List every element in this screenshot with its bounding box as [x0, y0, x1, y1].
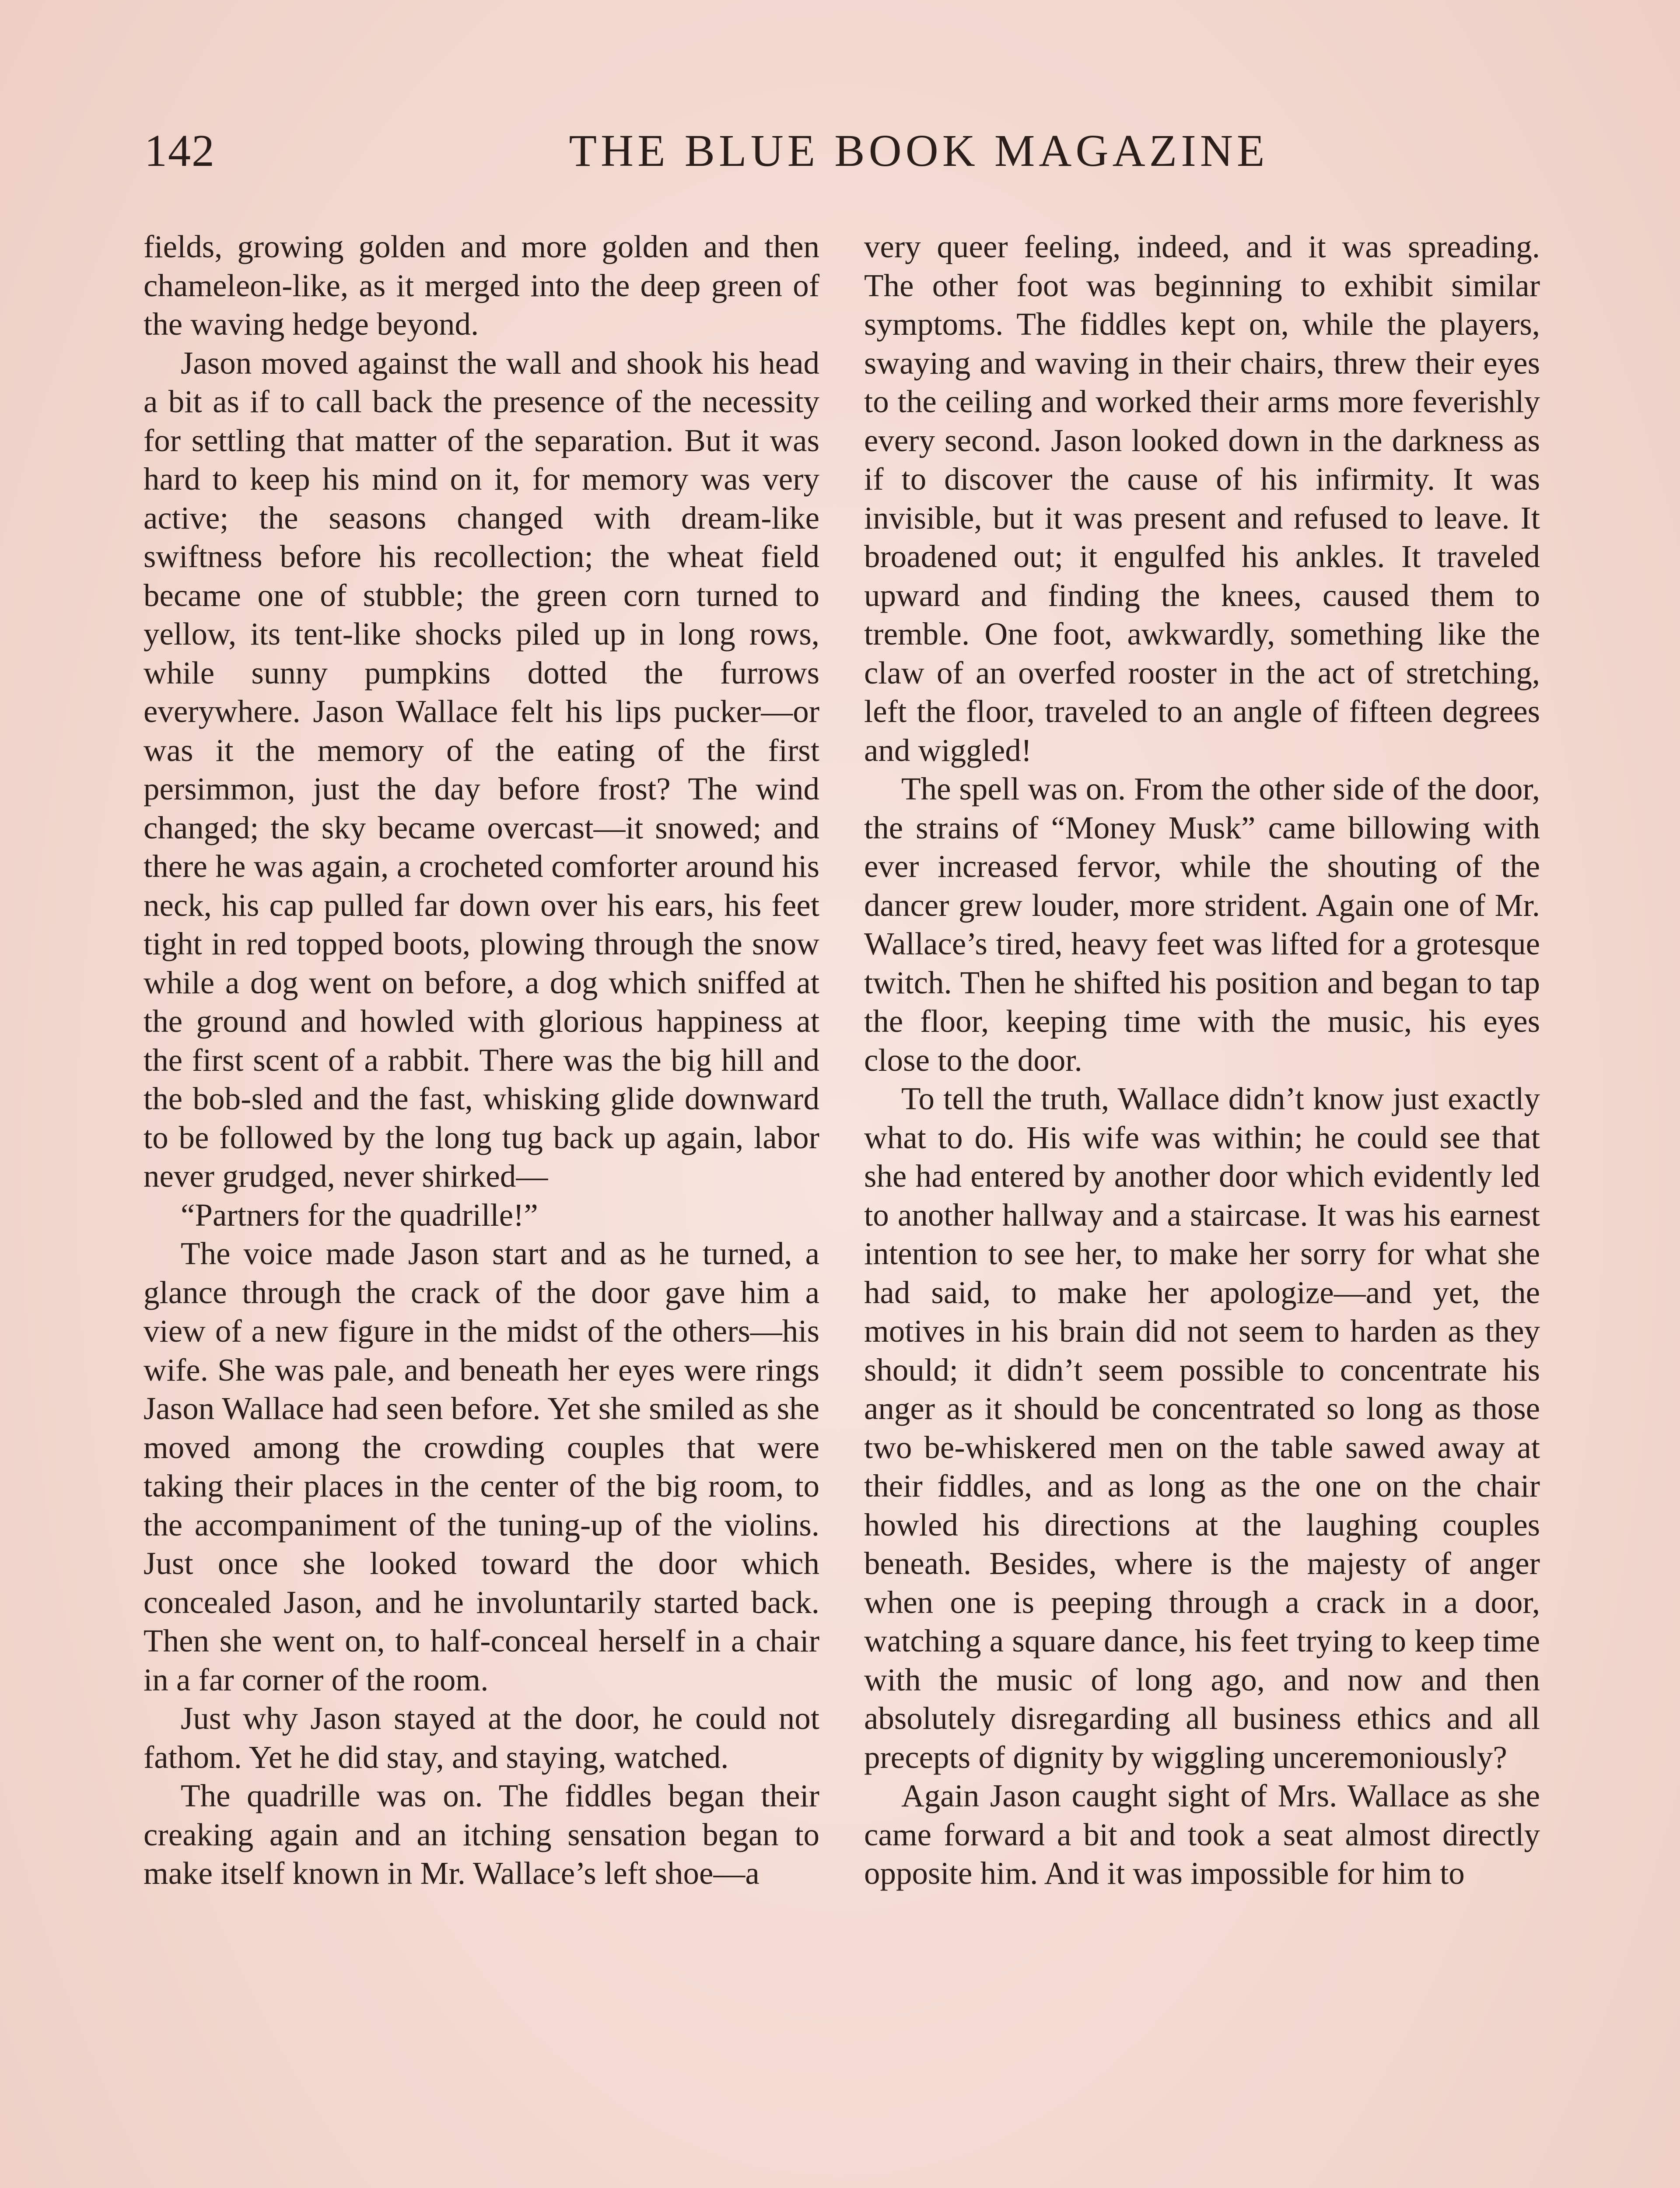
paragraph: The voice made Jason start and as he turned, a glance through the crack of the door gave him a view of a new figure in the midst of the others—his wife. She was pale, and beneath her eyes were rings Jason Wallace had seen before. Yet she smiled as she moved among the crowding couples that were taking their places in the center of the big room, to the accompaniment of the tuning-up of the violins. Just once she looked toward the door which concealed Jason, and he involuntarily started back. Then she went on, to half-conceal herself in a chair in a far corner of the room. [144, 1236, 819, 1697]
paragraph: “Partners for the quadrille!” [181, 1197, 538, 1233]
paragraph: To tell the truth, Wallace didn’t know just exactly what to do. His wife was within; he could see that she had entered by another door which evidently led to another hallway and a staircase. It was his earnest intention to see her, to make her sorry for what she had said, to make her apologize—and yet, the motives in his brain did not seem to harden as they should; it didn’t seem possible to concentrate his anger as it should be concentrated so long as those two be-whiskered men on the table sawed away at their fiddles, and as long as the one on the chair howled his directions at the laughing couples beneath. Besides, where is the majesty of anger when one is peeping through a crack in a door, watching a square dance, his feet trying to keep time with the music of long ago, and now and then absolutely disregarding all business ethics and all precepts of dignity by wiggling unceremoniously? [864, 1081, 1540, 1775]
right-column [864, 228, 1540, 1893]
page-header [144, 125, 1544, 190]
page-number: 142 [144, 126, 215, 176]
magazine-title: THE BLUE BOOK MAGAZINE [569, 126, 1269, 176]
paragraph: The quadrille was on. The fiddles began their creaking again and an itching sensation began to make itself known in Mr. Wallace’s left shoe—a [144, 1778, 819, 1891]
paragraph: Again Jason caught sight of Mrs. Wallace as she came forward a bit and took a seat almost directly opposite him. And it was impossible for him to [864, 1778, 1540, 1891]
paragraph: The spell was on. From the other side of the door, the strains of “Money Musk” came billowing with ever increased fervor, while the shouting of the dancer grew louder, more strident. Again one of Mr. Wallace’s tired, heavy feet was lifted for a grotesque twitch. Then he shifted his position and began to tap the floor, keeping time with the music, his eyes close to the door. [864, 771, 1540, 1078]
paragraph: Jason moved against the wall and shook his head a bit as if to call back the presence of the necessity for settling that matter of the separation. But it was hard to keep his mind on it, for memory was very active; the seasons changed with dream-like swiftness before his recollection; the wheat field became one of stubble; the green corn turned to yellow, its tent-like shocks piled up in long rows, while sunny pumpkins dotted the furrows everywhere. Jason Wallace felt his lips pucker—or was it the memory of the eating of the first persimmon, just the day before frost? The wind changed; the sky became overcast—it snowed; and there he was again, a crocheted comforter around his neck, his cap pulled far down over his ears, his feet tight in red topped boots, plowing through the snow while a dog went on before, a dog which sniffed at the ground and howled with glorious happiness at the first scent of a rabbit. There was the big hill and the bob-sled and the fast, whisking glide downward to be followed by the long tug back up again, labor never grudged, never shirked— [144, 345, 819, 1194]
paragraph: fields, growing golden and more golden and then chameleon-like, as it merged into the deep green of the waving hedge beyond. [144, 229, 819, 342]
paragraph: very queer feeling, indeed, and it was spreading. The other foot was beginning to exhibit similar symptoms. The fiddles kept on, while the players, swaying and waving in their chairs, threw their eyes to the ceiling and worked their arms more feverishly every second. Jason looked down in the darkness as if to discover the cause of his infirmity. It was invisible, but it was present and refused to leave. It broadened out; it engulfed his ankles. It traveled upward and finding the knees, caused them to tremble. One foot, awkwardly, something like the claw of an overfed rooster in the act of stretching, left the floor, traveled to an angle of fifteen degrees and wiggled! [864, 229, 1540, 768]
left-column [144, 228, 819, 1893]
paragraph: Just why Jason stayed at the door, he could not fathom. Yet he did stay, and staying, watched. [144, 1701, 819, 1775]
